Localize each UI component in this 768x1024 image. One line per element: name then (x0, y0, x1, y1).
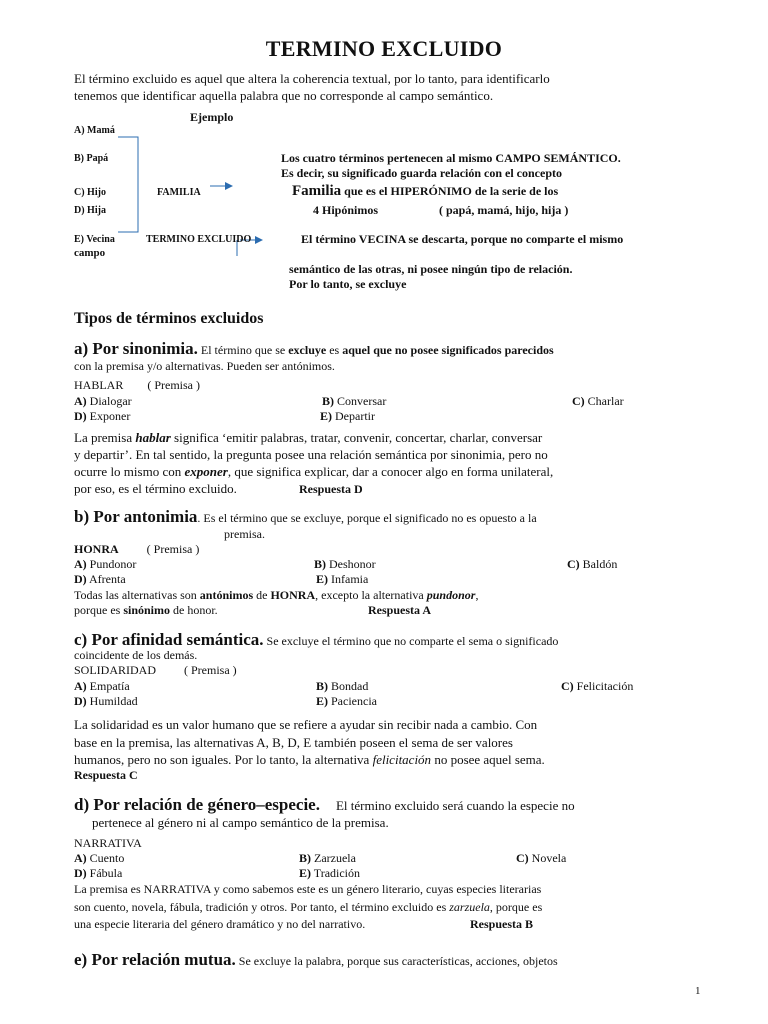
types-heading: Tipos de términos excluidos (74, 310, 264, 327)
example-item-d: D) Hija (74, 205, 106, 216)
page-title: TERMINO EXCLUIDO (265, 36, 503, 61)
section-b-explanation-2: porque es sinónimo de honor. (74, 603, 218, 617)
section-a-line-2: con la premisa y/o alternativas. Pueden ser antónimos. (74, 359, 335, 373)
section-b-explanation-1: Todas las alternativas son antónimos de HONRA, excepto la alternativa pundonor, (74, 588, 479, 602)
section-d-explanation-2: son cuento, novela, fábula, tradición y otros. Por tanto, el término excluido es zarzuela, porque es (74, 900, 543, 914)
section-c-line-2: coincidente de los demás. (74, 648, 198, 662)
excluded-label: TERMINO EXCLUIDO (146, 234, 252, 245)
section-b-premise: HONRA ( Premisa ) (74, 542, 200, 556)
option-c: C) Baldón (567, 557, 618, 571)
section-a-explanation-1: La premisa hablar significa ‘emitir palabras, tratar, convenir, concertar, charlar, conversar (74, 430, 543, 445)
note-semantico: semántico de las otras, ni posee ningún tipo de relación. (289, 262, 573, 276)
option-c: C) Charlar (572, 394, 624, 408)
section-d-premise: NARRATIVA (74, 836, 142, 850)
note-vecina: El término VECINA se descarta, porque no comparte el mismo (301, 232, 624, 246)
section-c-heading: c) Por afinidad semántica. (74, 630, 264, 649)
section-a-text-2: excluye (288, 343, 327, 357)
section-c-premise: SOLIDARIDAD ( Premisa ) (74, 663, 237, 677)
option-c: C) Novela (516, 851, 567, 865)
answer-d: Respuesta B (470, 917, 534, 931)
page-number: 1 (695, 985, 701, 997)
familia-word: Familia (292, 183, 342, 199)
option-c: C) Felicitación (561, 679, 634, 693)
option-d: D) Humildad (74, 694, 138, 708)
premise-tag: ( Premisa ) (147, 378, 200, 392)
section-d-heading: d) Por relación de género–especie. (74, 795, 320, 814)
familia-label: FAMILIA (157, 187, 201, 198)
option-b: B) Conversar (322, 394, 387, 408)
option-d: D) Exponer (74, 409, 131, 423)
example-item-a: A) Mamá (74, 125, 115, 136)
section-c-line-1: c) Por afinidad semántica. Se excluye el término que no comparte el sema o significado (74, 630, 559, 649)
option-e: E) Tradición (299, 866, 361, 880)
section-a-premise (74, 378, 200, 393)
note-line-3 (292, 183, 558, 200)
section-e-heading: e) Por relación mutua. (74, 950, 236, 969)
note-excluye: Por lo tanto, se excluye (289, 277, 407, 291)
section-a-text-1: El término que se (197, 343, 289, 357)
intro-line-1: El término excluido es aquel que altera la coherencia textual, por lo tanto, para identificarlo (74, 71, 550, 86)
note-hiponimos-list: ( papá, mamá, hijo, hija ) (439, 203, 569, 217)
bracket-line (118, 137, 138, 232)
section-a-text-4: aquel que no posee significados parecidos (342, 343, 554, 357)
note-line-1: Los cuatro términos pertenecen al mismo CAMPO SEMÁNTICO. (281, 151, 621, 165)
example-item-e: E) Vecina (74, 234, 115, 245)
note-line-3-rest: que es el HIPERÓNIMO de la serie de los (341, 184, 559, 198)
example-campo: campo (74, 247, 106, 259)
option-b: B) Deshonor (314, 557, 376, 571)
section-a-line-1 (74, 339, 554, 359)
section-b-line-2: premisa. (224, 527, 265, 541)
option-a: A) Dialogar (74, 394, 132, 408)
answer-a: Respuesta D (299, 482, 363, 496)
section-a-explanation-3: ocurre lo mismo con exponer, que significa explicar, dar a conocer algo en forma unilateral, (74, 464, 554, 479)
answer-c: Respuesta C (74, 768, 138, 782)
option-e: E) Paciencia (316, 694, 377, 708)
section-a-explanation-4: por eso, es el término excluido. (74, 481, 237, 496)
option-e: E) Infamia (316, 572, 369, 586)
note-hiponimos: 4 Hipónimos (313, 203, 379, 217)
option-a: A) Cuento (74, 851, 125, 865)
answer-b: Respuesta A (368, 603, 432, 617)
option-e: E) Departir (320, 409, 375, 423)
section-a-text-3: es (326, 343, 343, 357)
option-a: A) Pundonor (74, 557, 137, 571)
section-d-line-2: pertenece al género ni al campo semántico de la premisa. (92, 815, 389, 830)
example-heading: Ejemplo (190, 110, 234, 124)
section-d-explanation-1: La premisa es NARRATIVA y como sabemos este es un género literario, cuyas especies literarias (74, 882, 542, 896)
option-d: D) Fábula (74, 866, 123, 880)
section-a-heading: a) Por sinonimia. (74, 339, 198, 358)
option-a: A) Empatía (74, 679, 130, 693)
option-b: B) Zarzuela (299, 851, 356, 865)
section-c-explanation-3: humanos, pero no son iguales. Por lo tanto, la alternativa felicitación no posee aquel sema. (74, 752, 545, 767)
section-e-line-1: e) Por relación mutua. Se excluye la palabra, porque sus características, acciones, objetos (74, 950, 558, 969)
section-b-heading: b) Por antonimia (74, 507, 198, 526)
premise-word: HABLAR (74, 378, 124, 392)
section-a-explanation-2: y departir’. En tal sentido, la pregunta posee una relación semántica por sinonimia, pero no (74, 447, 548, 462)
example-item-c: C) Hijo (74, 187, 106, 198)
option-b: B) Bondad (316, 679, 369, 693)
example-item-b: B) Papá (74, 153, 109, 164)
option-d: D) Afrenta (74, 572, 126, 586)
note-line-2: Es decir, su significado guarda relación con el concepto (281, 166, 563, 180)
section-d-explanation-3: una especie literaria del género dramático y no del narrativo. (74, 917, 366, 931)
intro-line-2: tenemos que identificar aquella palabra que no corresponde al campo semántico. (74, 88, 494, 103)
section-b-line-1: b) Por antonimia. Es el término que se excluye, porque el significado no es opuesto a la (74, 507, 537, 526)
section-d-line-1: d) Por relación de género–especie. El término excluido será cuando la especie no (74, 795, 575, 814)
section-c-explanation-1: La solidaridad es un valor humano que se refiere a ayudar sin recibir nada a cambio. Con (74, 717, 538, 732)
section-c-explanation-2: base en la premisa, las alternativas A, B, D, E también poseen el sema de ser valores (74, 735, 513, 750)
